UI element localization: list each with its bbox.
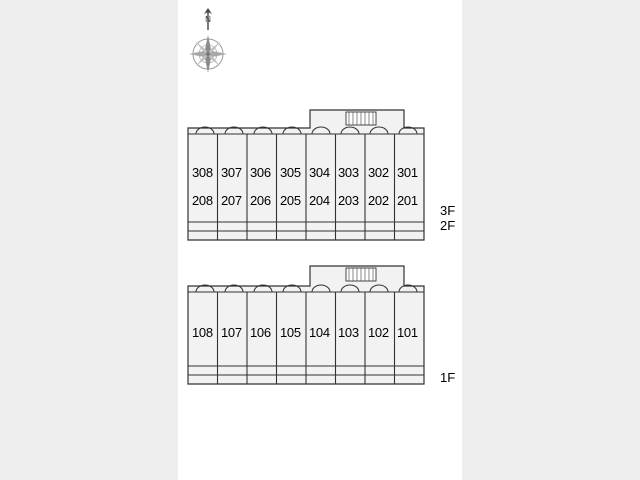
room-label: 207 xyxy=(221,193,242,208)
room-label: 205 xyxy=(280,193,301,208)
room-label: 105 xyxy=(280,325,301,340)
right-margin-band xyxy=(462,0,640,480)
room-label: 106 xyxy=(250,325,271,340)
room-label: 208 xyxy=(192,193,213,208)
room-label: 107 xyxy=(221,325,242,340)
room-label: 305 xyxy=(280,165,301,180)
room-label: 302 xyxy=(368,165,389,180)
lower-building xyxy=(186,256,436,384)
room-label: 202 xyxy=(368,193,389,208)
room-label: 301 xyxy=(397,165,418,180)
room-label: 304 xyxy=(309,165,330,180)
left-margin-band xyxy=(0,0,178,480)
room-label: 203 xyxy=(338,193,359,208)
room-label: 101 xyxy=(397,325,418,340)
room-label: 206 xyxy=(250,193,271,208)
floor-marker-2f: 2F xyxy=(440,218,456,233)
compass-rose-icon xyxy=(178,8,238,78)
room-label: 201 xyxy=(397,193,418,208)
room-label: 307 xyxy=(221,165,242,180)
upper-building xyxy=(186,100,436,240)
floor-marker-1f: 1F xyxy=(440,370,456,385)
floor-marker-3f: 3F xyxy=(440,203,456,218)
room-label: 204 xyxy=(309,193,330,208)
room-label: 303 xyxy=(338,165,359,180)
room-label: 108 xyxy=(192,325,213,340)
room-label: 306 xyxy=(250,165,271,180)
room-label: 102 xyxy=(368,325,389,340)
svg-text:N: N xyxy=(205,15,211,24)
room-label: 104 xyxy=(309,325,330,340)
room-label: 308 xyxy=(192,165,213,180)
room-label: 103 xyxy=(338,325,359,340)
